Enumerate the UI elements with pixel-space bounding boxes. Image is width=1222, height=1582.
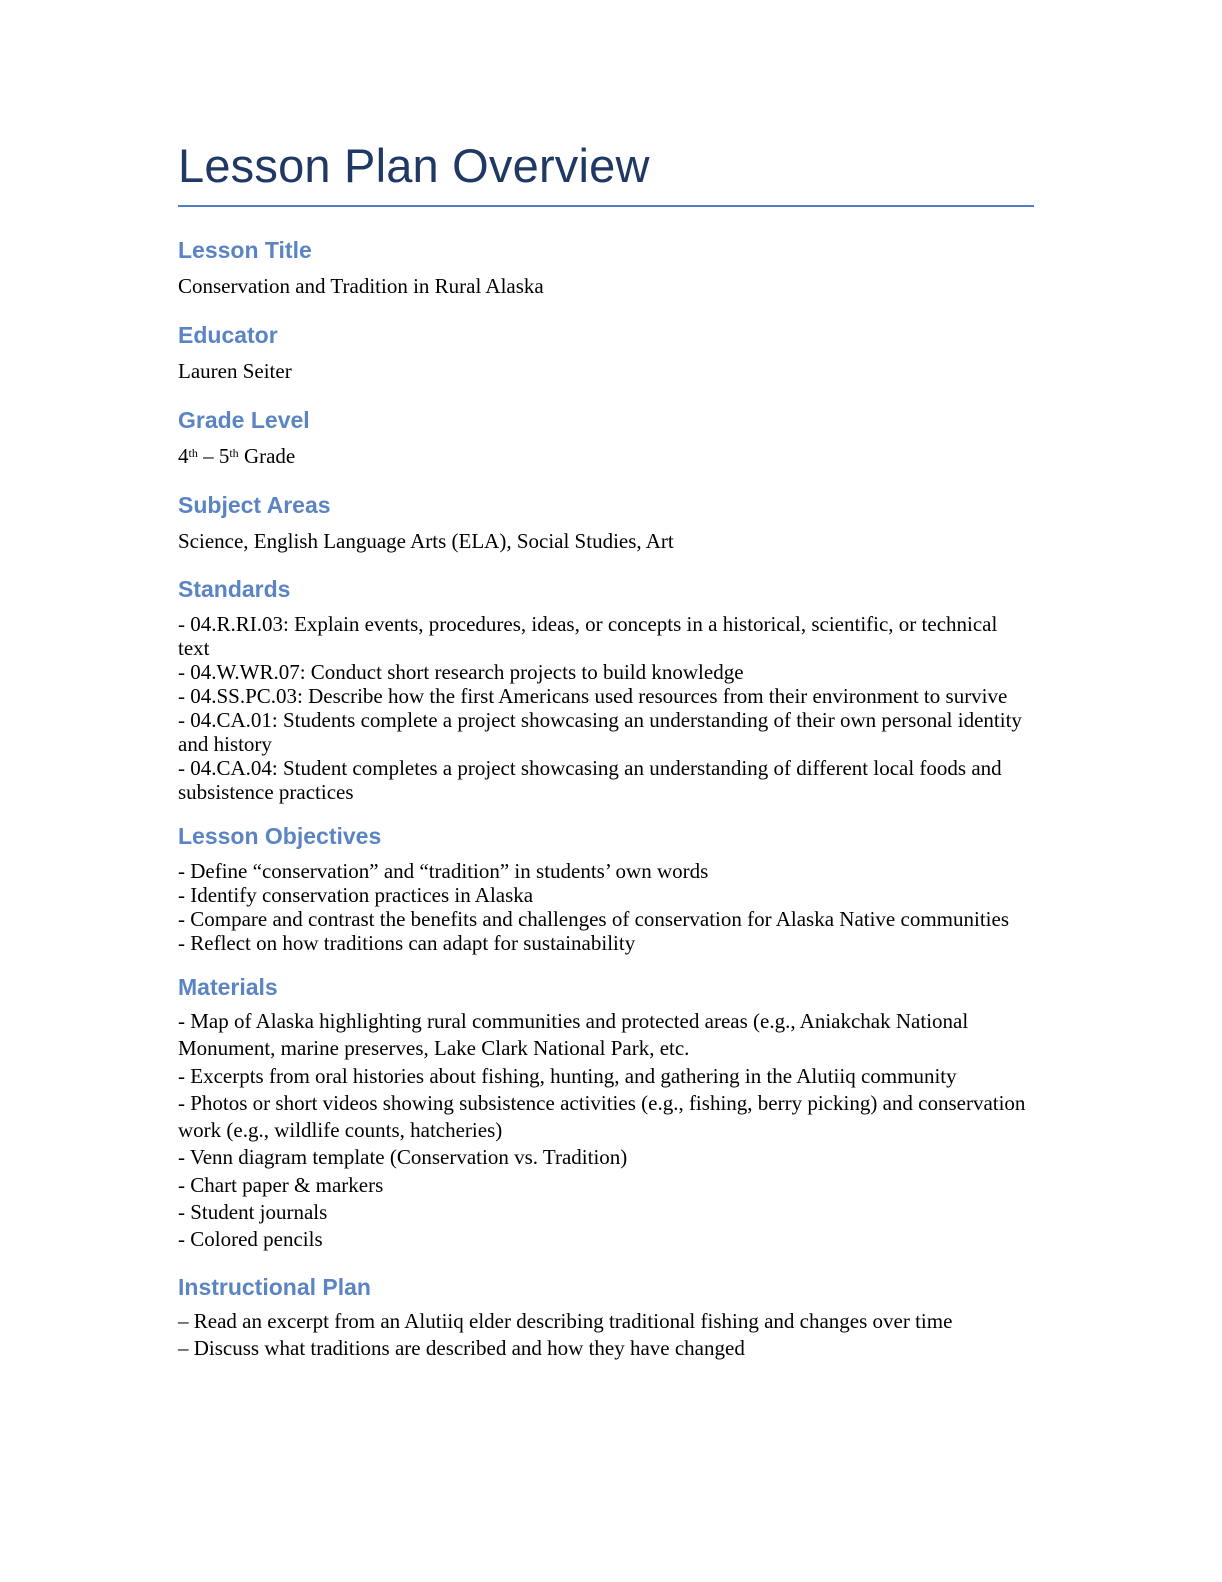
- materials-heading: Materials: [178, 974, 278, 1000]
- instructional-plan-list: [178, 1308, 1034, 1363]
- grade-level-heading: Grade Level: [178, 407, 310, 433]
- list-item: - Chart paper & markers: [178, 1172, 384, 1197]
- list-item: - 04.R.RI.03: Explain events, procedures, ideas, or concepts in a historical, scientific, or technical text: [178, 612, 998, 660]
- lesson-objectives-section: [178, 822, 1034, 955]
- grade-end-number: 5: [218, 444, 230, 468]
- lesson-title-value: Conservation and Tradition in Rural Alaska: [178, 274, 544, 298]
- list-item: – Read an excerpt from an Alutiiq elder describing traditional fishing and changes over time: [178, 1308, 953, 1333]
- educator-heading: Educator: [178, 322, 278, 348]
- grade-level-section: [178, 406, 1034, 468]
- subject-areas-heading: Subject Areas: [178, 492, 331, 518]
- grade-label: Grade: [238, 444, 296, 468]
- title-divider: [178, 205, 1034, 207]
- lesson-title-heading: Lesson Title: [178, 237, 312, 263]
- list-item: - 04.CA.01: Students complete a project showcasing an understanding of their own personal identity and history: [178, 708, 1022, 756]
- standards-list: [178, 612, 1034, 804]
- materials-section: [178, 973, 1034, 1254]
- grade-level-value: [178, 444, 1034, 468]
- educator-section: [178, 321, 1034, 383]
- list-item: - Photos or short videos showing subsistence activities (e.g., fishing, berry picking) and conservation work (e.g., wildlife counts, hatcheries): [178, 1090, 1026, 1143]
- standards-heading: Standards: [178, 576, 291, 602]
- list-item: – Discuss what traditions are described and how they have changed: [178, 1335, 745, 1360]
- subject-areas-section: [178, 491, 1034, 553]
- list-item: - Reflect on how traditions can adapt for sustainability: [178, 931, 636, 955]
- grade-end-suffix: th: [229, 446, 239, 460]
- educator-value: Lauren Seiter: [178, 359, 292, 383]
- lesson-objectives-heading: Lesson Objectives: [178, 823, 382, 849]
- document-title: Lesson Plan Overview: [178, 139, 650, 192]
- list-item: - Identify conservation practices in Alaska: [178, 883, 534, 907]
- instructional-plan-section: [178, 1273, 1034, 1363]
- materials-list: [178, 1008, 1034, 1254]
- standards-section: [178, 575, 1034, 804]
- list-item: - 04.CA.04: Student completes a project showcasing an understanding of different local foods and subsistence practices: [178, 756, 1002, 804]
- lesson-title-section: [178, 236, 1034, 298]
- objectives-list: [178, 859, 1034, 955]
- list-item: - Map of Alaska highlighting rural communities and protected areas (e.g., Aniakchak National Monument, marine preserves, Lake Clark National Park, etc.: [178, 1009, 969, 1061]
- instructional-plan-heading: Instructional Plan: [178, 1273, 371, 1300]
- list-item: - Excerpts from oral histories about fishing, hunting, and gathering in the Alutiiq community: [178, 1063, 957, 1088]
- list-item: - Student journals: [178, 1200, 328, 1225]
- list-item: - Venn diagram template (Conservation vs. Tradition): [178, 1145, 628, 1170]
- list-item: - Define “conservation” and “tradition” in students’ own words: [178, 859, 709, 883]
- grade-start-suffix: th: [188, 446, 198, 460]
- list-item: - 04.W.WR.07: Conduct short research projects to build knowledge: [178, 660, 744, 684]
- list-item: - Colored pencils: [178, 1227, 323, 1252]
- document-page: [178, 138, 1034, 1362]
- grade-start-number: 4: [178, 444, 189, 468]
- list-item: - Compare and contrast the benefits and challenges of conservation for Alaska Native communities: [178, 907, 1009, 931]
- subject-areas-value: Science, English Language Arts (ELA), Social Studies, Art: [178, 529, 674, 553]
- grade-separator: –: [197, 444, 219, 468]
- list-item: - 04.SS.PC.03: Describe how the first Americans used resources from their environment to survive: [178, 684, 1008, 708]
